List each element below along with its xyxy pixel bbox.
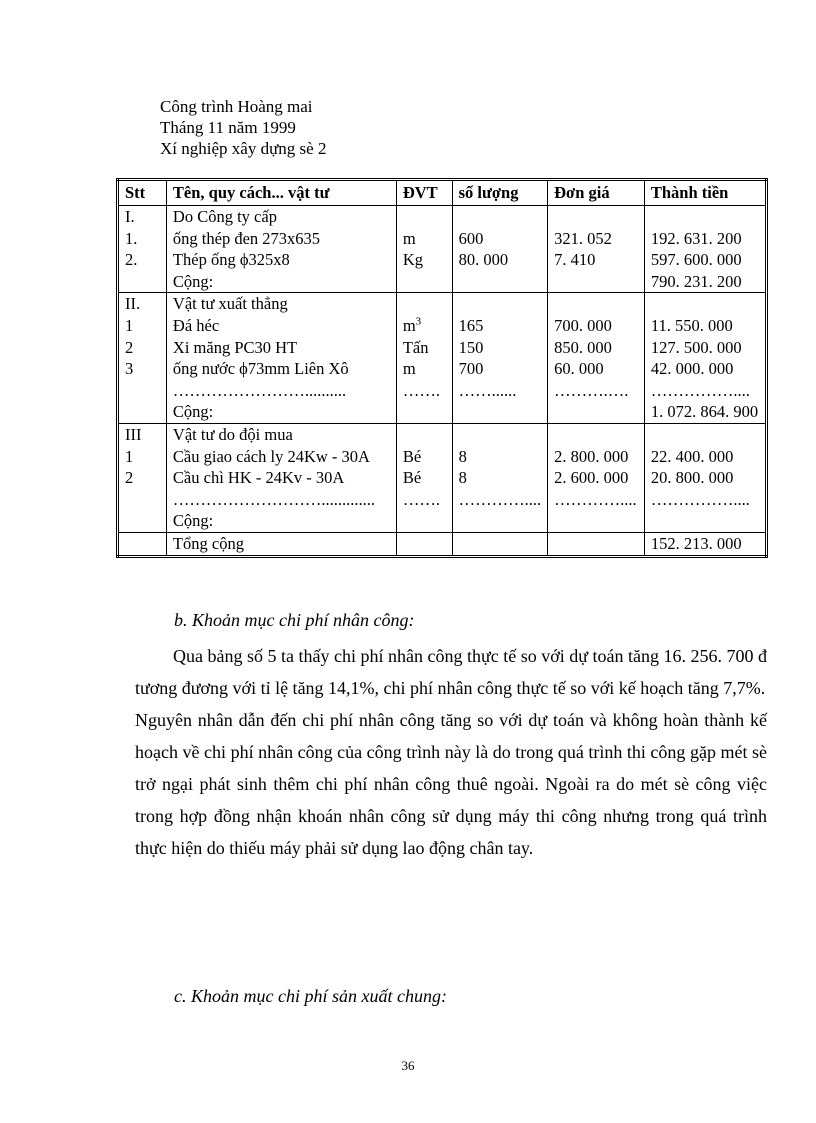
materials-table: [116, 178, 768, 558]
document-header: [160, 96, 326, 159]
col-header-amount: Thành tiền: [644, 180, 766, 206]
cell-unit: Bé Bé …….: [396, 423, 452, 532]
cell-quantity: 165 150 700 ……......: [452, 293, 548, 424]
cell-stt: III 1 2: [118, 423, 167, 532]
table-header-row: [118, 180, 767, 206]
col-header-unit: ĐVT: [396, 180, 452, 206]
section-b-heading: b. Khoản mục chi phí nhân công:: [174, 610, 415, 630]
cell-unit-price: 321. 052 7. 410: [548, 206, 645, 293]
cell-quantity: 8 8 …………....: [452, 423, 548, 532]
cell-amount: 192. 631. 200 597. 600. 000 790. 231. 200: [644, 206, 766, 293]
table-row-group-2: [118, 293, 767, 424]
col-header-unit-price: Đơn giá: [548, 180, 645, 206]
cell-quantity: [452, 532, 548, 556]
section-b-body: [135, 640, 767, 864]
cell-unit-price: 2. 800. 000 2. 600. 000 …………....: [548, 423, 645, 532]
col-header-stt: Stt: [118, 180, 167, 206]
cell-unit: m Kg: [396, 206, 452, 293]
unit-cubic-meter: $m^3$: [402, 315, 422, 335]
cell-amount: 11. 550. 000 127. 500. 000 42. 000. 000 …………….... 1. 072. 864. 900: [644, 293, 766, 424]
table-row-group-1: [118, 206, 767, 293]
col-header-name: Tên, quy cách... vật tư: [166, 180, 396, 206]
cell-name: Vật tư xuất thẳng Đá héc Xi măng PC30 HT ống nước ϕ73mm Liên Xô …………………….......... Cộng:: [166, 293, 396, 424]
cell-name: Vật tư do đội mua Cầu giao cách ly 24Kw - 30A Cầu chì HK - 24Kv - 30A ………………………............. Cộng:: [166, 423, 396, 532]
project-name: Công trình Hoàng mai: [160, 97, 313, 116]
cell-name: Do Công ty cấp ống thép đen 273x635 Thép ống ϕ325x8 Cộng:: [166, 206, 396, 293]
page-number: 36: [401, 1058, 415, 1073]
cell-unit-price: [548, 532, 645, 556]
table-row-group-3: [118, 423, 767, 532]
col-header-quantity: số lượng: [452, 180, 548, 206]
section-b-paragraph-2: Nguyên nhân dẫn đến chi phí nhân công tăng so với dự toán và không hoàn thành kế hoạch về chi phí nhân công của công trình này là do trong quá trình thi công gặp mét sè trở ngại phát sinh thêm chi phí nhân công thuê ngoài. Ngoài ra do mét sè công việc trong hợp đồng nhận khoán nhân công sử dụng máy thi công nhưng trong quá trình thực hiện do thiếu máy phải sử dụng lao động chân tay.: [135, 710, 767, 858]
cell-amount: 22. 400. 000 20. 800. 000 ……………....: [644, 423, 766, 532]
cell-stt: [118, 532, 167, 556]
cell-unit: [396, 532, 452, 556]
section-c-heading: c. Khoản mục chi phí sản xuất chung:: [174, 986, 447, 1006]
cell-stt: I. 1. 2.: [118, 206, 167, 293]
cell-unit: $m^3$ Tấn m …….: [396, 293, 452, 424]
cell-quantity: 600 80. 000: [452, 206, 548, 293]
report-month: Tháng 11 năm 1999: [160, 118, 296, 137]
enterprise-name: Xí nghiệp xây dựng sè 2: [160, 139, 327, 158]
grand-total-value: 152. 213. 000: [644, 532, 766, 556]
cell-unit-price: 700. 000 850. 000 60. 000 ……….….: [548, 293, 645, 424]
section-b-paragraph-1: Qua bảng số 5 ta thấy chi phí nhân công thực tế so với dự toán tăng 16. 256. 700 đ tương đương với tỉ lệ tăng 14,1%, chi phí nhân công thực tế so với kế hoạch tăng 7,7%.: [135, 646, 767, 698]
table-row-grand-total: [118, 532, 767, 556]
grand-total-label: Tổng cộng: [166, 532, 396, 556]
cell-stt: II. 1 2 3: [118, 293, 167, 424]
